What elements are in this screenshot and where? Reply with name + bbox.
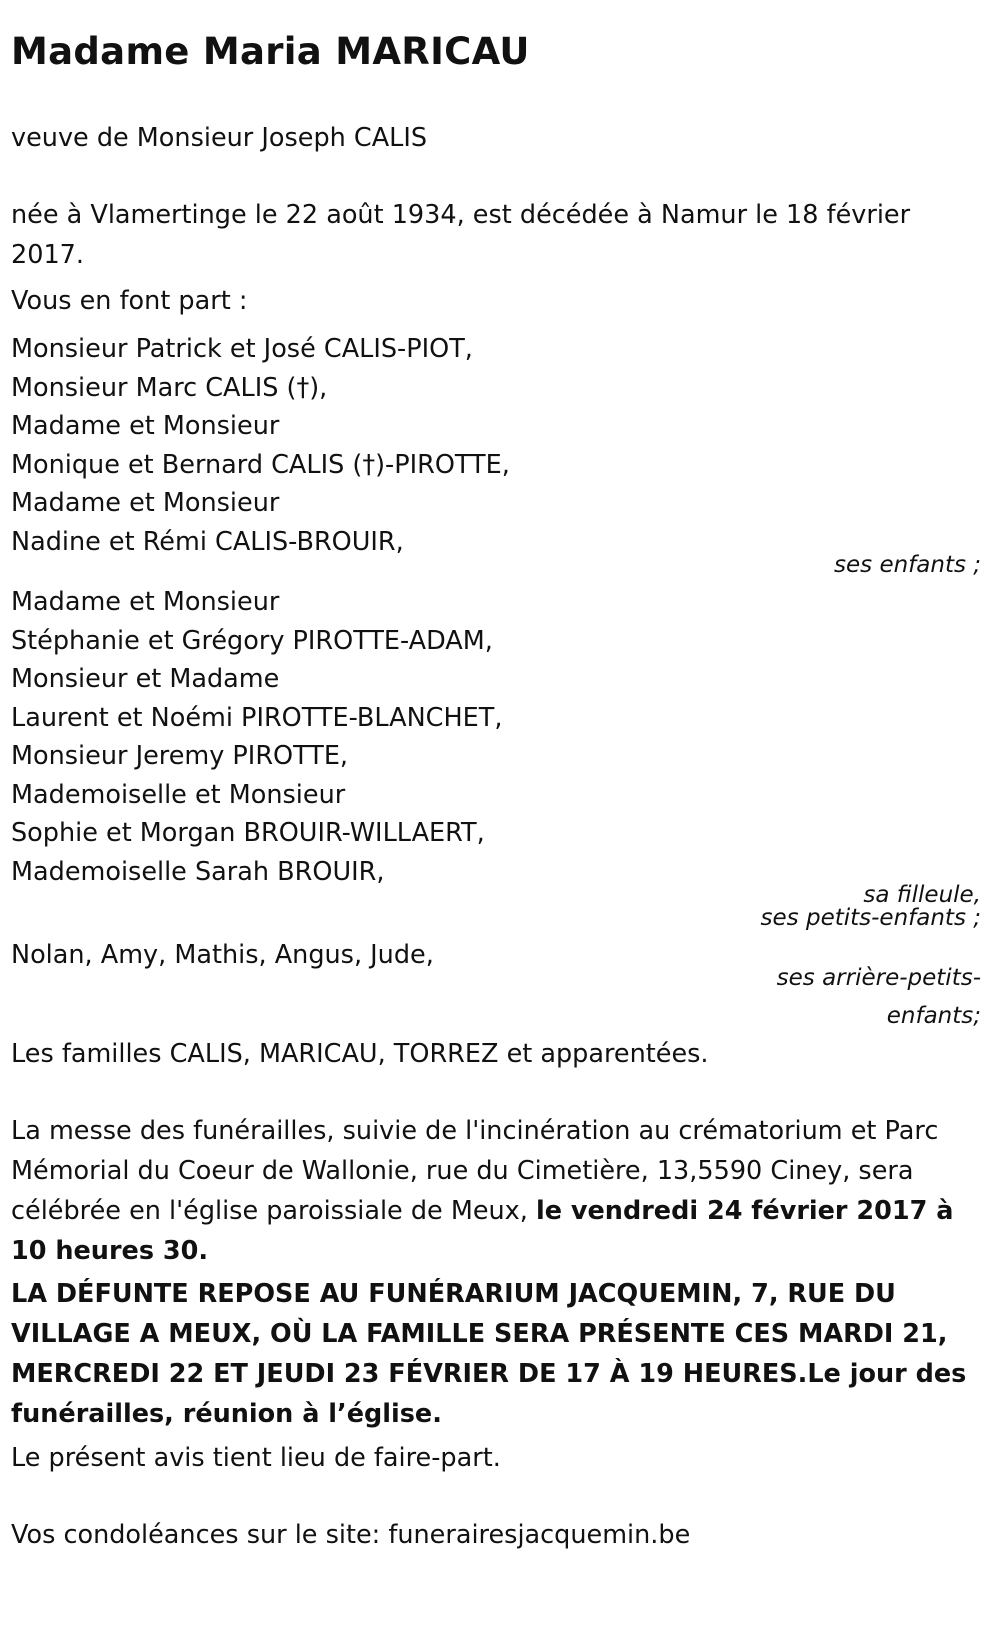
family-member-line: Nadine et Rémi CALIS-BROUIR, bbox=[11, 527, 404, 557]
birth-death-text: née à Vlamertinge le 22 août 1934, est décédée à Namur le 18 février 2017. bbox=[11, 200, 911, 270]
family-member-line: Madame et Monsieur bbox=[11, 411, 280, 441]
great-grandchildren-role-label: ses arrière-petits- bbox=[776, 965, 981, 991]
reunion-text: Le jour des funérailles, réunion à l’église. bbox=[11, 1359, 967, 1429]
funeral-mass-paragraph bbox=[11, 1111, 989, 1271]
family-member-line: Monsieur Marc CALIS (†), bbox=[11, 373, 328, 403]
family-member-line: Monsieur Patrick et José CALIS-PIOT, bbox=[11, 334, 473, 364]
family-member-line: Monsieur et Madame bbox=[11, 664, 280, 694]
page-title: Madame Maria MARICAU bbox=[11, 30, 530, 73]
intro-text: Vous en font part : bbox=[11, 286, 248, 316]
family-member-line: Madame et Monsieur bbox=[11, 587, 280, 617]
rest-notice-paragraph bbox=[11, 1274, 989, 1434]
great-grandchildren-role-label-continued: enfants; bbox=[886, 1003, 981, 1029]
family-member-line: Monsieur Jeremy PIROTTE, bbox=[11, 741, 349, 771]
great-grandchildren-line: Nolan, Amy, Mathis, Angus, Jude, bbox=[11, 940, 434, 970]
family-member-line: Laurent et Noémi PIROTTE-BLANCHET, bbox=[11, 703, 503, 733]
notice-line: Le présent avis tient lieu de faire-part. bbox=[11, 1443, 501, 1473]
goddaughter-role-label: sa filleule, bbox=[863, 882, 981, 908]
rest-notice-text: LA DÉFUNTE REPOSE AU FUNÉRARIUM JACQUEMIN, 7, RUE DU VILLAGE A MEUX, OÙ LA FAMILLE SERA PRÉSENTE CES MARDI 21, MERCREDI 22 ET JEUDI 23 FÉVRIER DE 17 À 19 HEURES. bbox=[11, 1279, 948, 1389]
family-member-line: Madame et Monsieur bbox=[11, 488, 280, 518]
grandchildren-role-label: ses petits-enfants ; bbox=[760, 905, 981, 931]
funeral-mass-text: La messe des funérailles, suivie de l'incinération au crématorium et Parc Mémorial du Coeur de Wallonie, rue du Cimetière, 13,5590 Ciney, sera célébrée en l'église paroissiale de Meux, bbox=[11, 1116, 939, 1226]
family-member-line: Stéphanie et Grégory PIROTTE-ADAM, bbox=[11, 626, 493, 656]
condolences-line: Vos condoléances sur le site: funerairesjacquemin.be bbox=[11, 1520, 691, 1550]
family-member-line: Mademoiselle Sarah BROUIR, bbox=[11, 857, 385, 887]
family-member-line: Mademoiselle et Monsieur bbox=[11, 780, 346, 810]
families-line: Les familles CALIS, MARICAU, TORREZ et apparentées. bbox=[11, 1039, 709, 1069]
funeral-mass-date: le vendredi 24 février 2017 à 10 heures 30. bbox=[11, 1196, 954, 1266]
family-member-line: Sophie et Morgan BROUIR-WILLAERT, bbox=[11, 818, 485, 848]
children-role-label: ses enfants ; bbox=[834, 552, 981, 578]
spouse-line: veuve de Monsieur Joseph CALIS bbox=[11, 123, 428, 153]
family-member-line: Monique et Bernard CALIS (†)-PIROTTE, bbox=[11, 450, 510, 480]
